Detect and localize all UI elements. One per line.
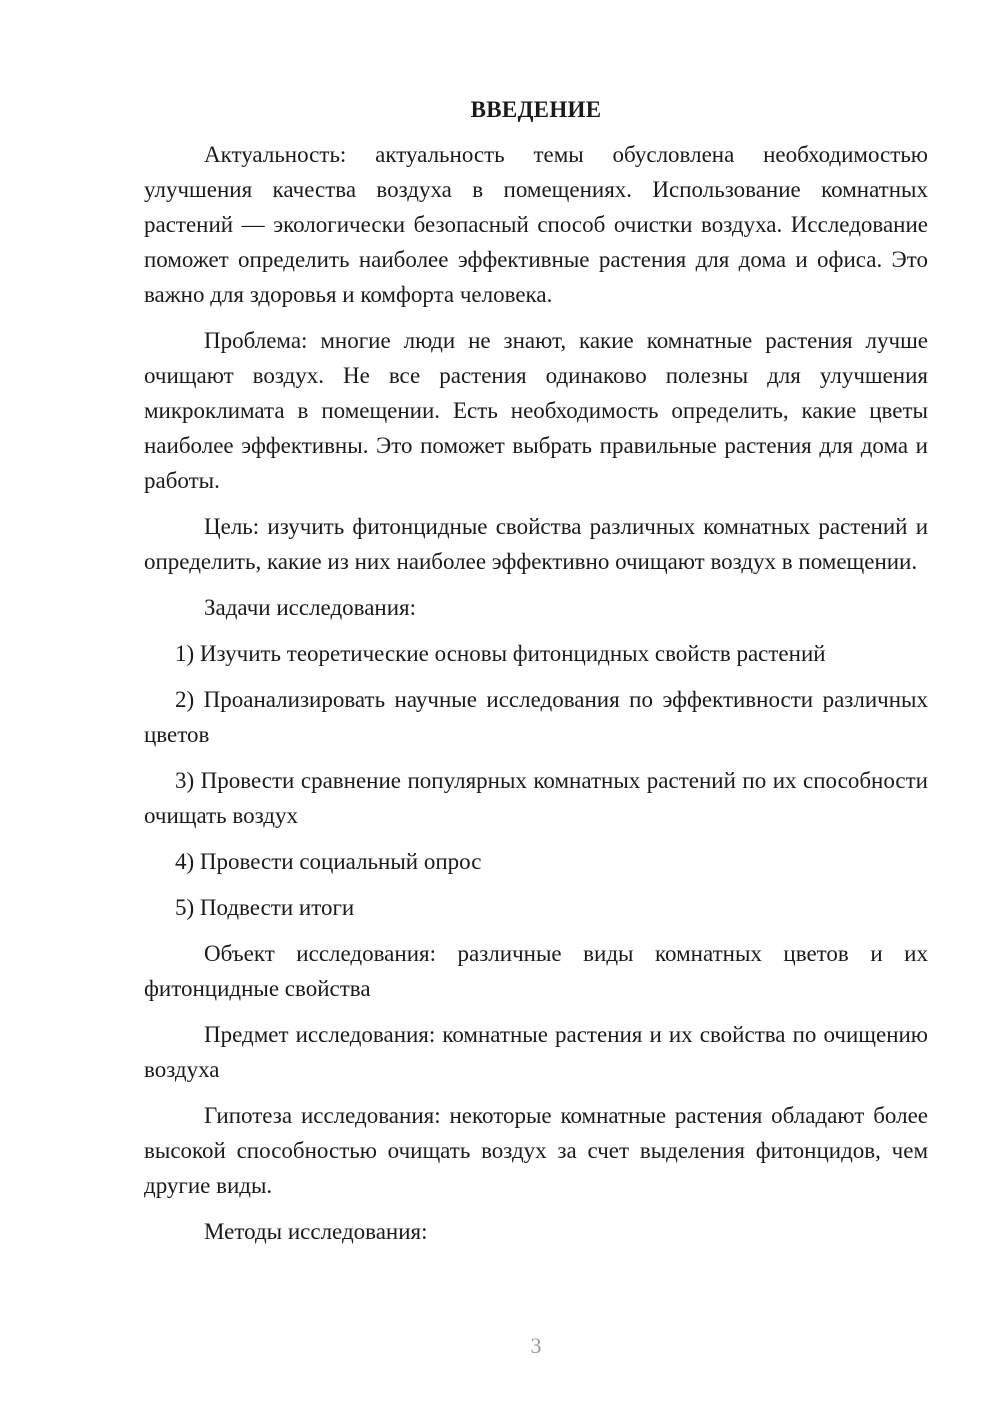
task-item-4: 4) Провести социальный опрос (175, 849, 482, 874)
task-item-3: 3) Провести сравнение популярных комнатных растений по их способности очищать воздух (144, 768, 928, 828)
goal-paragraph: Цель: изучить фитонцидные свойства различных комнатных растений и определить, какие из них наиболее эффективно очищают воздух в помещении. (144, 514, 928, 574)
problem-paragraph: Проблема: многие люди не знают, какие комнатные растения лучше очищают воздух. Не все растения одинаково полезны для улучшения микроклимата в помещении. Есть необходимость определить, какие цветы наиболее эффективны. Это поможет выбрать правильные растения для дома и работы. (144, 328, 928, 493)
section-heading: ВВЕДЕНИЕ (470, 97, 602, 122)
hypothesis-paragraph: Гипотеза исследования: некоторые комнатные растения обладают более высокой способностью очищать воздух за счет выделения фитонцидов, чем другие виды. (144, 1103, 928, 1198)
relevance-paragraph: Актуальность: актуальность темы обусловлена необходимостью улучшения качества воздуха в помещениях. Использование комнатных растений — экологически безопасный способ очистки воздуха. Исследование поможет определить наиболее эффективные растения для дома и офиса. Это важно для здоровья и комфорта человека. (144, 142, 928, 307)
task-item-1: 1) Изучить теоретические основы фитонцидных свойств растений (175, 641, 826, 666)
task-item-5: 5) Подвести итоги (175, 895, 355, 920)
tasks-title: Задачи исследования: (204, 595, 417, 620)
page-content (144, 92, 928, 1259)
object-paragraph: Объект исследования: различные виды комнатных цветов и их фитонцидные свойства (144, 941, 928, 1001)
task-item-2: 2) Проанализировать научные исследования по эффективности различных цветов (144, 687, 928, 747)
subject-paragraph: Предмет исследования: комнатные растения и их свойства по очищению воздуха (144, 1022, 928, 1082)
methods-title: Методы исследования: (204, 1219, 428, 1244)
page-number: 3 (530, 1333, 542, 1358)
